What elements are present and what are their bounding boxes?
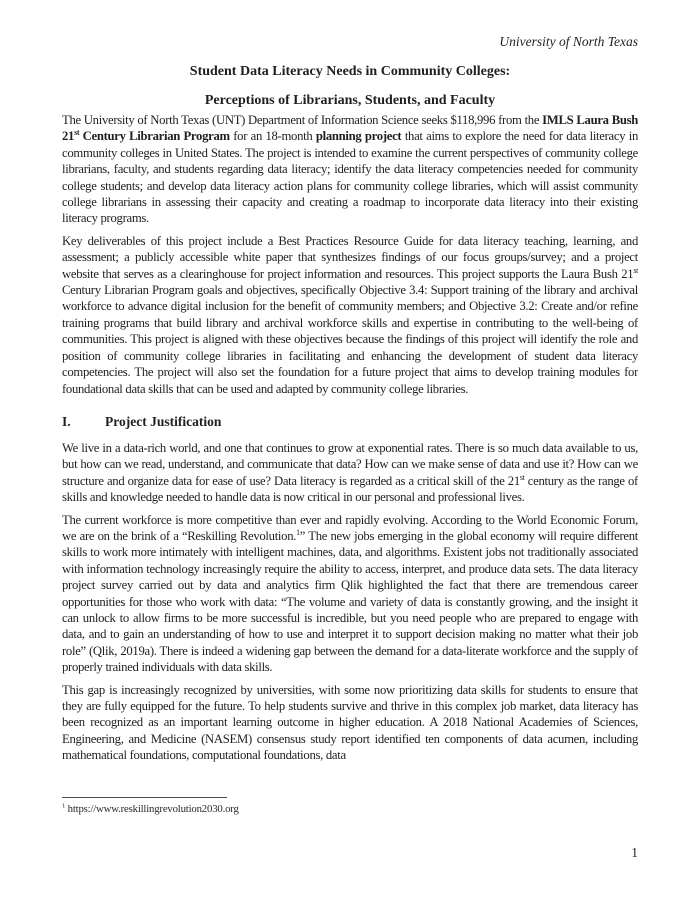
- document-title-line2: Perceptions of Librarians, Students, and Faculty: [204, 93, 496, 108]
- page-number: 1: [631, 845, 638, 860]
- footnote-url: https://www.reskillingrevolution2030.org: [67, 803, 239, 815]
- document-title-line1: Student Data Literacy Needs in Community Colleges:: [189, 64, 511, 79]
- section-paragraph-2: The current workforce is more competitive than ever and rapidly evolving. According to the World Economic Forum, we are on the brink of a “Reskilling Revolution.$^1$” The new jobs emerging in the global economy will require different skills to work more intimately with intelligent machines, data, and algorithms. Existent jobs not traditionally associated with information technology increasingly require the ability to access, interpret, and produce data sets. The data literacy project survey carried out by data and analytics firm Qlik highlighted the fact that there are tremendous career opportunities for those who work with data: “The volume and variety of data is constantly growing, and the insight it can unlock to allow firms to be more successful is incredible, but you need people who are prepared to engage with data, and to gain an understanding of how to use and interpret it to support decision making no matter what their job role” (Qlik, 2019a). There is indeed a widening gap between the demand for a data-literate workforce and the supply of properly trained individuals with data skills.: [62, 512, 638, 675]
- header-institution: University of North Texas: [499, 34, 638, 49]
- section-heading-project-justification: [62, 413, 638, 430]
- footnote-area: [62, 797, 638, 816]
- footnote: [62, 802, 638, 816]
- footnote-marker: 1: [62, 802, 66, 810]
- document-body: [62, 112, 638, 794]
- abstract-paragraph-2: Key deliverables of this project include a Best Practices Resource Guide for data literacy teaching, learning, and assessment; a publicly accessible white paper that synthesizes findings of our focus groups/survey; and a project website that serves as a clearinghouse for project information and resources. This project supports the Laura Bush 21st Century Librarian Program goals and objectives, specifically Objective 3.4: Support training of the library and archival workforce to advance digital inclusion for the benefit of community members; and Objective 3.2: Create and/or refine training programs that build library and archival workforce skills and expertise in contributing to the well-being of communities. This project is aligned with these objectives because the findings of this project will identify the role and position of community college libraries in facilitating and enhancing the development of student data literacy competencies. The project will also set the foundation for a future project that aims to develop training modules for foundational data skills that can be used and adapted by community college libraries.: [62, 233, 638, 396]
- section-paragraph-1: We live in a data-rich world, and one that continues to grow at exponential rates. There is so much data available to us, but how can we read, understand, and communicate that data? How can we make sense of data and use it? How can we structure and organize data for ease of use? Data literacy is regarded as a critical skill of the 21st century as the range of skills and knowledge needed to handle data is now critical in our personal and professional lives.: [62, 440, 638, 505]
- abstract-paragraph-1: The University of North Texas (UNT) Department of Information Science seeks $118,996 from the IMLS Laura Bush 21st Century Librarian Program for an 18-month planning project that aims to explore the need for data literacy in community colleges in United States. The project is intended to examine the current perspectives of community college librarians, faculty, and students regarding data literacy; identify the data literacy competencies needed for community college students; and develop data literacy action plans for community college libraries, which will assist community college librarians in assessing their capacity and creating a roadmap to incorporate data literacy into their existing literacy programs.: [62, 113, 638, 226]
- section-number: I.: [62, 413, 71, 429]
- section-title: Project Justification: [105, 413, 222, 429]
- section-paragraph-3: This gap is increasingly recognized by universities, with some now prioritizing data skills for students to ensure that they are fully equipped for the future. To help students survive and thrive in this complex job market, data literacy has been recognized as an important learning outcome in higher education. A 2018 National Academies of Sciences, Engineering, and Medicine (NASEM) consensus study report identified ten components of data acumen, including mathematical foundations, computational foundations, data: [62, 682, 638, 763]
- footnote-separator-rule: [62, 797, 227, 798]
